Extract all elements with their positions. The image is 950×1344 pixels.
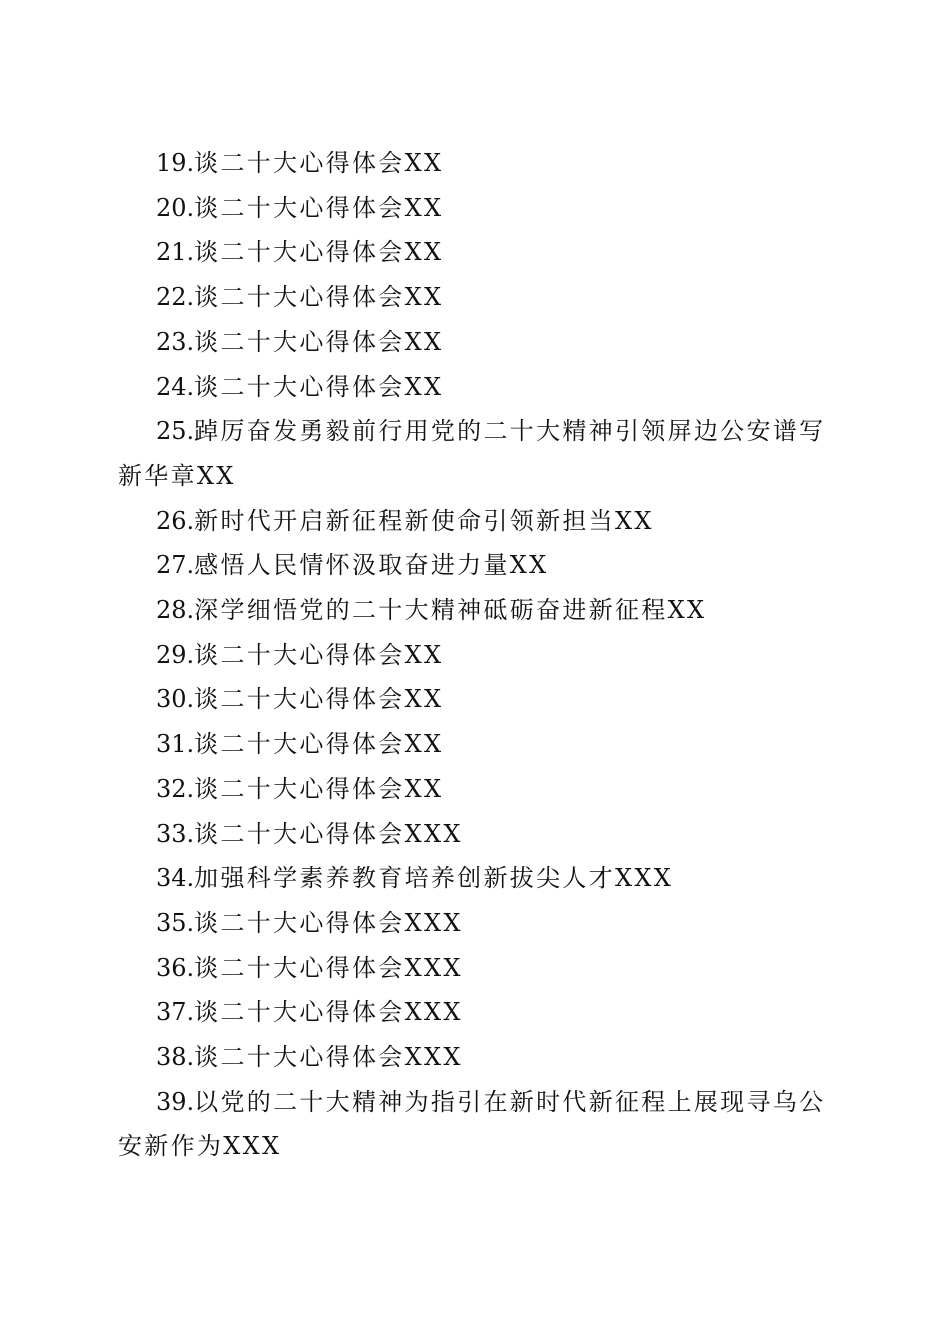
toc-item-number: 29.: [156, 640, 195, 669]
toc-item-title: 谈二十大心得体会XX: [194, 193, 444, 222]
toc-item-number: 34.: [156, 864, 195, 893]
toc-item-title: 以党的二十大精神为指引在新时代新征程上展现寻乌公安新作为XXX: [118, 1087, 826, 1161]
toc-item-title: 谈二十大心得体会XX: [194, 372, 444, 401]
toc-item-number: 35.: [156, 908, 195, 937]
toc-item-number: 33.: [156, 819, 195, 848]
toc-item-number: 37.: [156, 998, 195, 1027]
toc-item-title: 踔厉奋发勇毅前行用党的二十大精神引领屏边公安谱写新华章XX: [118, 417, 826, 490]
toc-item-title: 新时代开启新征程新使命引领新担当XX: [194, 506, 654, 535]
table-of-contents-list: [118, 141, 830, 1169]
toc-item-title: 谈二十大心得体会XX: [194, 149, 444, 177]
toc-item-number: 39.: [156, 1087, 195, 1116]
toc-item: [118, 499, 830, 544]
toc-item-title: 深学细悟党的二十大精神砥砺奋进新征程XX: [194, 596, 707, 625]
toc-item: [118, 1080, 830, 1169]
toc-item: [118, 543, 830, 588]
toc-item-title: 感悟人民情怀汲取奋进力量XX: [194, 551, 549, 580]
toc-item-title: 谈二十大心得体会XX: [194, 640, 444, 669]
toc-item-number: 30.: [156, 685, 195, 714]
toc-item: [118, 1035, 830, 1080]
toc-item-title: 谈二十大心得体会XXX: [194, 953, 463, 982]
toc-item-title: 谈二十大心得体会XXX: [194, 1043, 463, 1072]
toc-item: [118, 141, 830, 186]
toc-item: [118, 901, 830, 946]
toc-item-title: 谈二十大心得体会XXX: [194, 908, 463, 937]
toc-item: [118, 409, 830, 498]
toc-item-number: 22.: [156, 283, 195, 312]
toc-item: [118, 365, 830, 410]
toc-item: [118, 812, 830, 857]
toc-item-title: 谈二十大心得体会XX: [194, 327, 444, 356]
toc-item-title: 谈二十大心得体会XX: [194, 283, 444, 312]
toc-item-number: 28.: [156, 596, 195, 625]
toc-item-number: 36.: [156, 953, 195, 982]
toc-item: [118, 186, 830, 231]
toc-item-number: 27.: [156, 551, 195, 580]
toc-item-title: 谈二十大心得体会XX: [194, 774, 444, 803]
toc-item-title: 谈二十大心得体会XXX: [194, 819, 463, 848]
toc-item-title: 加强科学素养教育培养创新拔尖人才XXX: [194, 864, 674, 893]
toc-item-title: 谈二十大心得体会XX: [194, 238, 444, 267]
toc-item: [118, 230, 830, 275]
toc-item-number: 31.: [156, 730, 195, 759]
toc-item-number: 19.: [156, 149, 195, 177]
toc-item: [118, 946, 830, 991]
toc-item-number: 24.: [156, 372, 195, 401]
toc-item: [118, 990, 830, 1035]
toc-item-number: 32.: [156, 774, 195, 803]
toc-item-number: 21.: [156, 238, 195, 267]
toc-item-number: 20.: [156, 193, 195, 222]
toc-item: [118, 633, 830, 678]
toc-item: [118, 722, 830, 767]
toc-item: [118, 856, 830, 901]
toc-item-title: 谈二十大心得体会XX: [194, 685, 444, 714]
toc-item-number: 38.: [156, 1043, 195, 1072]
toc-item-number: 25.: [156, 417, 195, 446]
toc-item: [118, 588, 830, 633]
toc-item: [118, 275, 830, 320]
toc-item: [118, 767, 830, 812]
toc-item: [118, 677, 830, 722]
toc-item-number: 23.: [156, 327, 195, 356]
toc-item: [118, 320, 830, 365]
toc-item-title: 谈二十大心得体会XXX: [194, 998, 463, 1027]
toc-item-number: 26.: [156, 506, 195, 535]
toc-item-title: 谈二十大心得体会XX: [194, 730, 444, 759]
